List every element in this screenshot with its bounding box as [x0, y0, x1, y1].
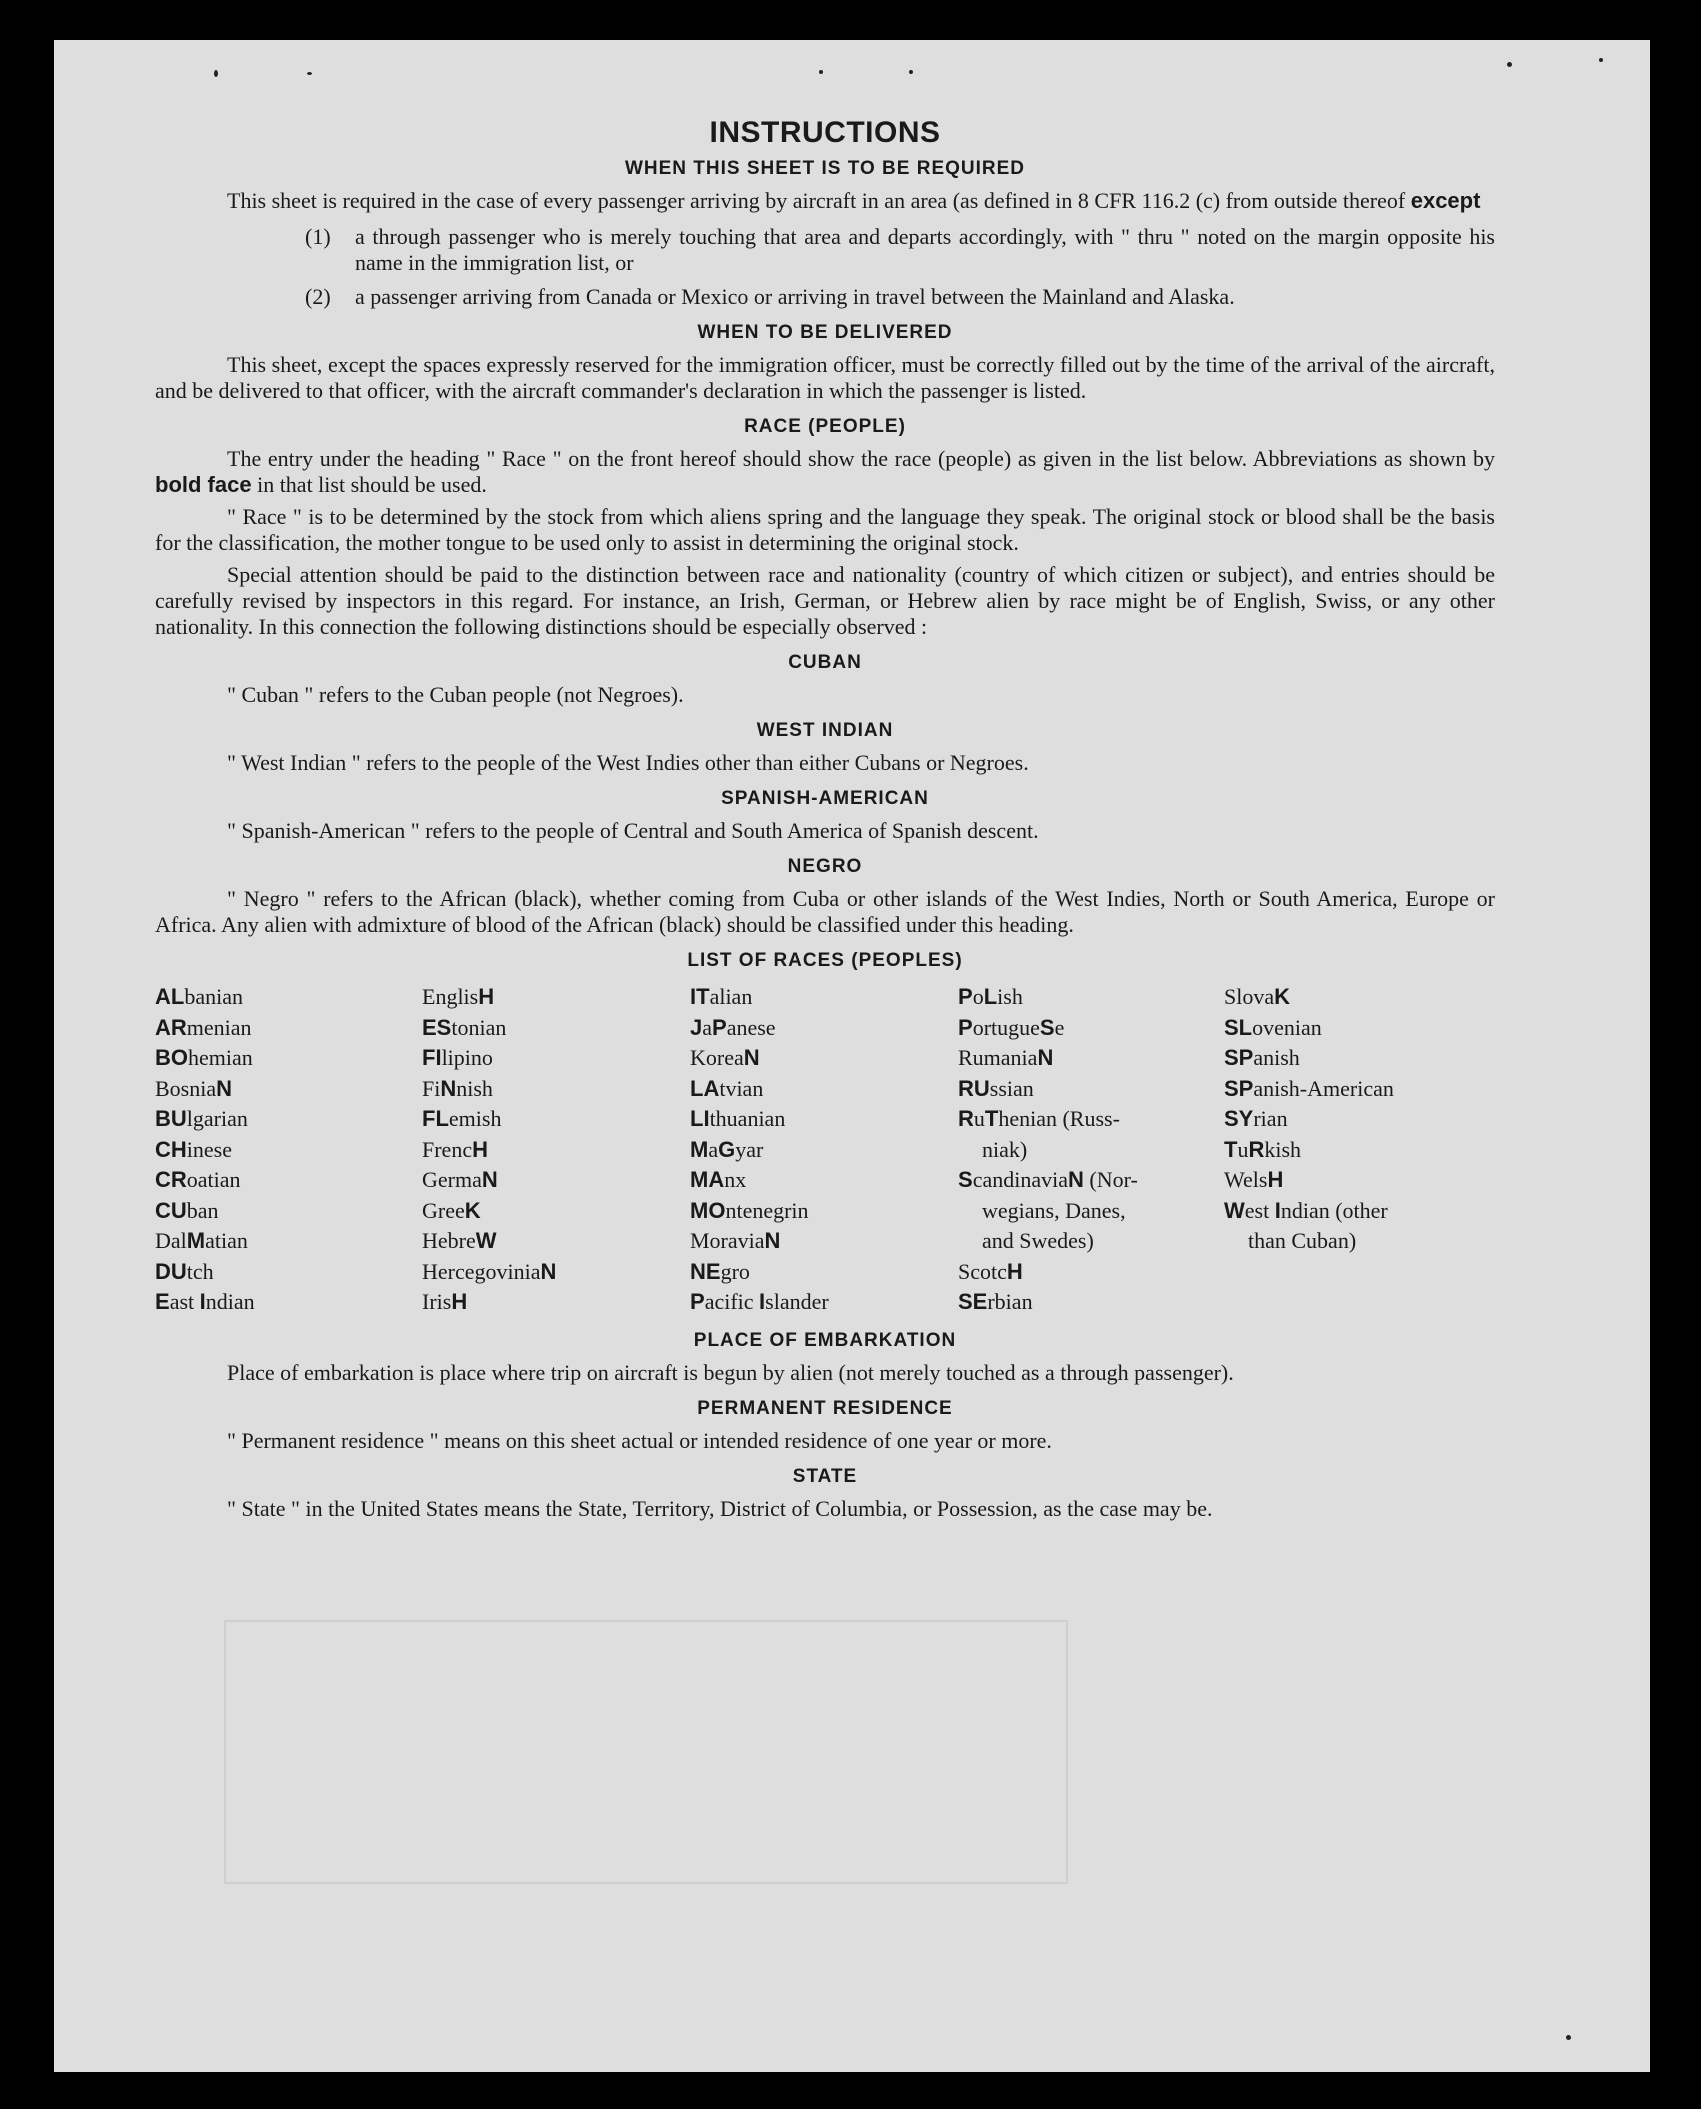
- race-text: Gree: [422, 1197, 465, 1223]
- race-entry: [1224, 1013, 1495, 1044]
- race-entry: [422, 1287, 690, 1318]
- race-text: wegians, Danes,: [982, 1197, 1126, 1223]
- race-abbreviation: N: [540, 1258, 557, 1284]
- race-text: tonian: [451, 1014, 507, 1040]
- race-entry: [1224, 1165, 1495, 1196]
- race-text: henian (Russ-: [998, 1106, 1120, 1131]
- race-abbreviation: SP: [1224, 1045, 1254, 1070]
- race-text: Hercegovinia: [422, 1258, 541, 1284]
- race-entry: [690, 1074, 958, 1105]
- races-column: [155, 982, 422, 1318]
- race-text: ovenian: [1252, 1014, 1322, 1040]
- race-entry: [690, 982, 958, 1013]
- race-text: alian: [709, 984, 753, 1009]
- race-abbreviation: CR: [155, 1167, 187, 1192]
- cuban-text: " Cuban " refers to the Cuban people (not Negroes).: [227, 682, 684, 707]
- race-entry: [958, 1043, 1224, 1074]
- race-entry: [958, 1104, 1224, 1135]
- race-abbreviation: N: [764, 1228, 781, 1253]
- race-entry: [690, 1135, 958, 1166]
- race-text: oatian: [186, 1167, 241, 1192]
- race-abbreviation: R: [958, 1106, 974, 1131]
- race-entry: [155, 1135, 422, 1166]
- race-abbreviation: N: [1037, 1045, 1054, 1070]
- race-abbreviation: H: [451, 1289, 468, 1314]
- race-text: ban: [186, 1197, 219, 1223]
- heading-list-of-races: LIST OF RACES (PEOPLES): [687, 950, 963, 971]
- races-column: [958, 982, 1224, 1318]
- race-abbreviation: BO: [155, 1045, 188, 1070]
- race-abbreviation: M: [690, 1136, 709, 1162]
- exception-text: a passenger arriving from Canada or Mexico or arriving in travel between the Mainland and Alaska.: [355, 284, 1235, 309]
- race-text: banian: [184, 984, 243, 1009]
- race-abbreviation: N: [1067, 1167, 1084, 1192]
- race-text: ast: [169, 1289, 200, 1314]
- race-text: anish: [1253, 1045, 1300, 1070]
- heading-state: STATE: [792, 1465, 858, 1487]
- race-text: a: [702, 1014, 713, 1040]
- scan-speck: [214, 70, 218, 77]
- race-text: candinavia: [972, 1167, 1068, 1192]
- race-abbreviation: MO: [690, 1197, 726, 1223]
- scan-speck: [1566, 2035, 1571, 2040]
- races-column: [1224, 982, 1495, 1318]
- race-abbreviation: N: [743, 1045, 760, 1070]
- when-required-intro: This sheet is required in the case of every passenger arriving by aircraft in an area (as defined in 8 CFR 116.2 (c) from outside thereof except: [227, 188, 1481, 213]
- race-text: tch: [186, 1258, 214, 1284]
- race-paragraph-1: The entry under the heading " Race " on the front hereof should show the race (people) as given in the list below. Abbreviations as shown by bold face in that list should be used.: [155, 446, 1495, 497]
- race-text: rbian: [987, 1289, 1033, 1314]
- race-text: Germa: [422, 1167, 482, 1192]
- race-text: anese: [726, 1014, 776, 1040]
- race-entry: [155, 1013, 422, 1044]
- race-text: nish: [456, 1075, 493, 1101]
- residence-text: " Permanent residence " means on this sheet actual or intended residence of one year or more.: [227, 1427, 1052, 1453]
- race-abbreviation: L: [983, 984, 998, 1009]
- race-entry: [422, 1013, 690, 1044]
- race-entry: [422, 1165, 690, 1196]
- race-entry: [155, 1196, 422, 1227]
- race-text: yar: [735, 1136, 764, 1162]
- race-abbreviation: H: [478, 984, 495, 1009]
- race-text: ndian (other: [1280, 1197, 1388, 1223]
- race-entry: [155, 982, 422, 1013]
- heading-when-delivered: WHEN TO BE DELIVERED: [697, 322, 953, 343]
- race-abbreviation: T: [1224, 1136, 1238, 1162]
- race-text: slander: [765, 1289, 829, 1314]
- race-text: menian: [186, 1014, 252, 1040]
- race-entry: [422, 1196, 690, 1227]
- race-text: ndian: [205, 1289, 255, 1314]
- race-text: ssian: [989, 1075, 1034, 1101]
- race-entry: [155, 1257, 422, 1288]
- race-abbreviation: I: [199, 1289, 206, 1314]
- race-text: kish: [1264, 1136, 1302, 1162]
- heading-spanish-american: SPANISH-AMERICAN: [721, 788, 929, 809]
- race-entry: [690, 1165, 958, 1196]
- race-abbreviation: G: [718, 1136, 736, 1162]
- heading-race: RACE (PEOPLE): [744, 416, 906, 437]
- race-entry: [422, 1135, 690, 1166]
- race-entry: [1224, 1074, 1495, 1105]
- race-text: anish-American: [1253, 1075, 1394, 1101]
- race-abbreviation: DU: [155, 1258, 187, 1284]
- race-text: inese: [186, 1136, 232, 1162]
- race-abbreviation: H: [1267, 1167, 1284, 1192]
- race-entry: [422, 982, 690, 1013]
- race-text: ish: [997, 984, 1023, 1009]
- except-word: except: [1410, 188, 1481, 213]
- state-text: " State " in the United States means the State, Territory, District of Columbia, or Possession, as the case may be.: [227, 1495, 1213, 1521]
- race-abbreviation: AL: [155, 984, 185, 1009]
- race-abbreviation: T: [984, 1106, 999, 1131]
- race-abbreviation: N: [216, 1075, 233, 1101]
- race-abbreviation: NE: [690, 1258, 721, 1284]
- race-text: emish: [448, 1106, 502, 1131]
- race-text: gro: [720, 1258, 750, 1284]
- race-text: Rumania: [958, 1045, 1038, 1070]
- race-abbreviation: H: [472, 1136, 488, 1162]
- heading-west-indian: WEST INDIAN: [756, 720, 894, 741]
- embarkation-text: Place of embarkation is place where trip on aircraft is begun by alien (not merely touched as a through passenger).: [227, 1359, 1234, 1385]
- races-list: [155, 982, 1495, 1318]
- race-entry: [155, 1226, 422, 1257]
- race-text: ortugue: [972, 1014, 1040, 1040]
- page-title: INSTRUCTIONS: [709, 116, 941, 149]
- race-text: thuanian: [709, 1106, 786, 1131]
- race-abbreviation: P: [958, 984, 973, 1009]
- race-text: nx: [724, 1167, 747, 1192]
- race-text: Moravia: [690, 1228, 765, 1253]
- spanish-american-text: " Spanish-American " refers to the people of Central and South America of Spanish descent.: [227, 818, 1039, 843]
- race-abbreviation: P: [690, 1289, 705, 1314]
- race-text: Korea: [690, 1045, 744, 1070]
- race-abbreviation: FI: [422, 1045, 442, 1070]
- race-text: u: [1237, 1136, 1249, 1162]
- heading-place-of-embarkation: PLACE OF EMBARKATION: [693, 1329, 957, 1351]
- west-indian-text: " West Indian " refers to the people of the West Indies other than either Cubans or Negroes.: [227, 750, 1029, 775]
- race-text: Slova: [1224, 984, 1275, 1009]
- race-text: Dal: [155, 1228, 187, 1253]
- race-entry: [155, 1287, 422, 1318]
- race-entry: [422, 1226, 690, 1257]
- race-entry: [1224, 1226, 1495, 1257]
- race-abbreviation: CH: [155, 1136, 187, 1162]
- race-entry: [690, 1104, 958, 1135]
- race-abbreviation: P: [712, 1014, 727, 1040]
- race-abbreviation: S: [958, 1167, 973, 1192]
- race-text: a: [708, 1136, 719, 1162]
- race-text: Frenc: [422, 1136, 473, 1162]
- negro-text: " Negro " refers to the African (black), whether coming from Cuba or other islands of the West Indies, North or South America, Europe or Africa. Any alien with admixture of blood of the African (black) should be classified under this heading.: [155, 886, 1495, 937]
- exception-number: (2): [305, 284, 331, 309]
- race-text: rian: [1253, 1106, 1288, 1131]
- race-abbreviation: M: [186, 1228, 206, 1253]
- exception-item: [305, 224, 1495, 276]
- race-text: Hebre: [422, 1228, 476, 1253]
- heading-when-required: WHEN THIS SHEET IS TO BE REQUIRED: [624, 158, 1026, 179]
- race-abbreviation: RU: [958, 1075, 990, 1101]
- race-entry: [422, 1104, 690, 1135]
- race-abbreviation: E: [155, 1289, 170, 1314]
- race-entry: [958, 1257, 1224, 1288]
- race-abbreviation: W: [1224, 1197, 1245, 1223]
- race-abbreviation: SL: [1224, 1014, 1253, 1040]
- race-paragraph-3: Special attention should be paid to the distinction between race and nationality (country of which citizen or subject), and entries should be carefully revised by inspectors in this regard. For instance, an Irish, German, or Hebrew alien by race might be of English, Swiss, or any other nationality. In this connection the following distinctions should be especially observed :: [155, 562, 1495, 639]
- heading-permanent-residence: PERMANENT RESIDENCE: [697, 1397, 953, 1419]
- race-abbreviation: CU: [155, 1197, 187, 1223]
- race-abbreviation: IT: [690, 984, 710, 1009]
- race-text: atian: [205, 1228, 248, 1253]
- exception-text: a through passenger who is merely touching that area and departs accordingly, with " thru " noted on the margin opposite his name in the immigration list, or: [355, 224, 1495, 275]
- scan-speck: [1599, 58, 1603, 62]
- race-entry: [1224, 1135, 1495, 1166]
- race-entry: [1224, 1043, 1495, 1074]
- race-entry: [155, 1043, 422, 1074]
- scan-speck: [909, 70, 913, 74]
- race-entry: [958, 1013, 1224, 1044]
- race-abbreviation: LA: [690, 1075, 720, 1101]
- race-abbreviation: S: [1039, 1014, 1055, 1040]
- race-text: (Nor-: [1083, 1167, 1138, 1192]
- bold-face-text: bold face: [155, 472, 252, 497]
- scan-speck: [819, 70, 823, 74]
- bleed-through-box: [224, 1620, 1068, 1884]
- exception-number: (1): [305, 224, 331, 249]
- race-text: acific: [704, 1289, 760, 1314]
- race-text: ntenegrin: [725, 1197, 809, 1223]
- race-text: lipino: [441, 1045, 493, 1070]
- race-paragraph-2: " Race " is to be determined by the stock from which aliens spring and the language they speak. The original stock or blood shall be the basis for the classification, the mother tongue to be used only to assist in determining the original stock.: [155, 504, 1495, 555]
- race-abbreviation: LI: [690, 1106, 710, 1131]
- races-column: [422, 982, 690, 1318]
- race-abbreviation: K: [464, 1197, 481, 1223]
- race-entry: [1224, 1104, 1495, 1135]
- race-text: lgarian: [186, 1106, 248, 1131]
- race-text: Iris: [422, 1289, 452, 1314]
- race-entry: [958, 1226, 1224, 1257]
- race-text: e: [1054, 1014, 1065, 1040]
- race-entry: [690, 1043, 958, 1074]
- race-abbreviation: SY: [1224, 1106, 1254, 1131]
- heading-negro: NEGRO: [787, 856, 863, 877]
- race-text: o: [972, 984, 984, 1009]
- race-text: hemian: [188, 1045, 253, 1070]
- race-abbreviation: FL: [422, 1106, 449, 1131]
- when-delivered-text: This sheet, except the spaces expressly reserved for the immigration officer, must be correctly filled out by the time of the arrival of the aircraft, and be delivered to that officer, with the aircraft commander's declaration in which the passenger is listed.: [155, 352, 1495, 403]
- race-entry: [958, 1287, 1224, 1318]
- race-text: Fi: [422, 1075, 441, 1101]
- race-entry: [958, 1135, 1224, 1166]
- scan-speck: [1507, 62, 1512, 67]
- race-entry: [690, 1013, 958, 1044]
- race-abbreviation: J: [690, 1014, 703, 1040]
- race-abbreviation: I: [759, 1289, 766, 1314]
- scan-speck: [307, 72, 312, 75]
- race-entry: [958, 1165, 1224, 1196]
- race-entry: [690, 1196, 958, 1227]
- race-entry: [690, 1287, 958, 1318]
- race-abbreviation: N: [440, 1075, 457, 1101]
- race-entry: [422, 1257, 690, 1288]
- races-column: [690, 982, 958, 1318]
- race-text: est: [1244, 1197, 1275, 1223]
- race-abbreviation: SE: [958, 1289, 988, 1314]
- race-entry: [422, 1043, 690, 1074]
- race-text: and Swedes): [982, 1228, 1094, 1253]
- race-abbreviation: H: [1006, 1258, 1023, 1284]
- race-text: u: [973, 1106, 985, 1131]
- race-entry: [690, 1257, 958, 1288]
- race-entry: [155, 1165, 422, 1196]
- race-abbreviation: AR: [155, 1014, 187, 1040]
- race-entry: [422, 1074, 690, 1105]
- race-entry: [958, 1196, 1224, 1227]
- race-entry: [1224, 982, 1495, 1013]
- race-text: Wels: [1224, 1167, 1268, 1192]
- race-entry: [1224, 1196, 1495, 1227]
- race-text: Bosnia: [155, 1075, 217, 1101]
- race-entry: [958, 982, 1224, 1013]
- race-entry: [155, 1104, 422, 1135]
- instructions-content: [155, 116, 1495, 1522]
- heading-cuban: CUBAN: [788, 652, 862, 673]
- race-abbreviation: MA: [690, 1167, 725, 1192]
- race-abbreviation: ES: [422, 1014, 452, 1040]
- race-text: niak): [982, 1136, 1028, 1162]
- race-abbreviation: N: [481, 1167, 498, 1192]
- race-text: Scotc: [958, 1258, 1007, 1284]
- race-abbreviation: I: [1274, 1197, 1281, 1223]
- race-entry: [155, 1074, 422, 1105]
- race-abbreviation: W: [475, 1228, 497, 1253]
- race-abbreviation: K: [1274, 984, 1291, 1009]
- race-text: tvian: [719, 1075, 764, 1101]
- race-abbreviation: SP: [1224, 1075, 1254, 1101]
- exception-item: [305, 284, 1495, 310]
- race-abbreviation: BU: [155, 1106, 187, 1131]
- race-entry: [958, 1074, 1224, 1105]
- race-text: than Cuban): [1248, 1228, 1357, 1253]
- race-entry: [690, 1226, 958, 1257]
- race-text: Englis: [422, 984, 479, 1009]
- race-abbreviation: R: [1248, 1136, 1265, 1162]
- race-abbreviation: P: [958, 1014, 973, 1040]
